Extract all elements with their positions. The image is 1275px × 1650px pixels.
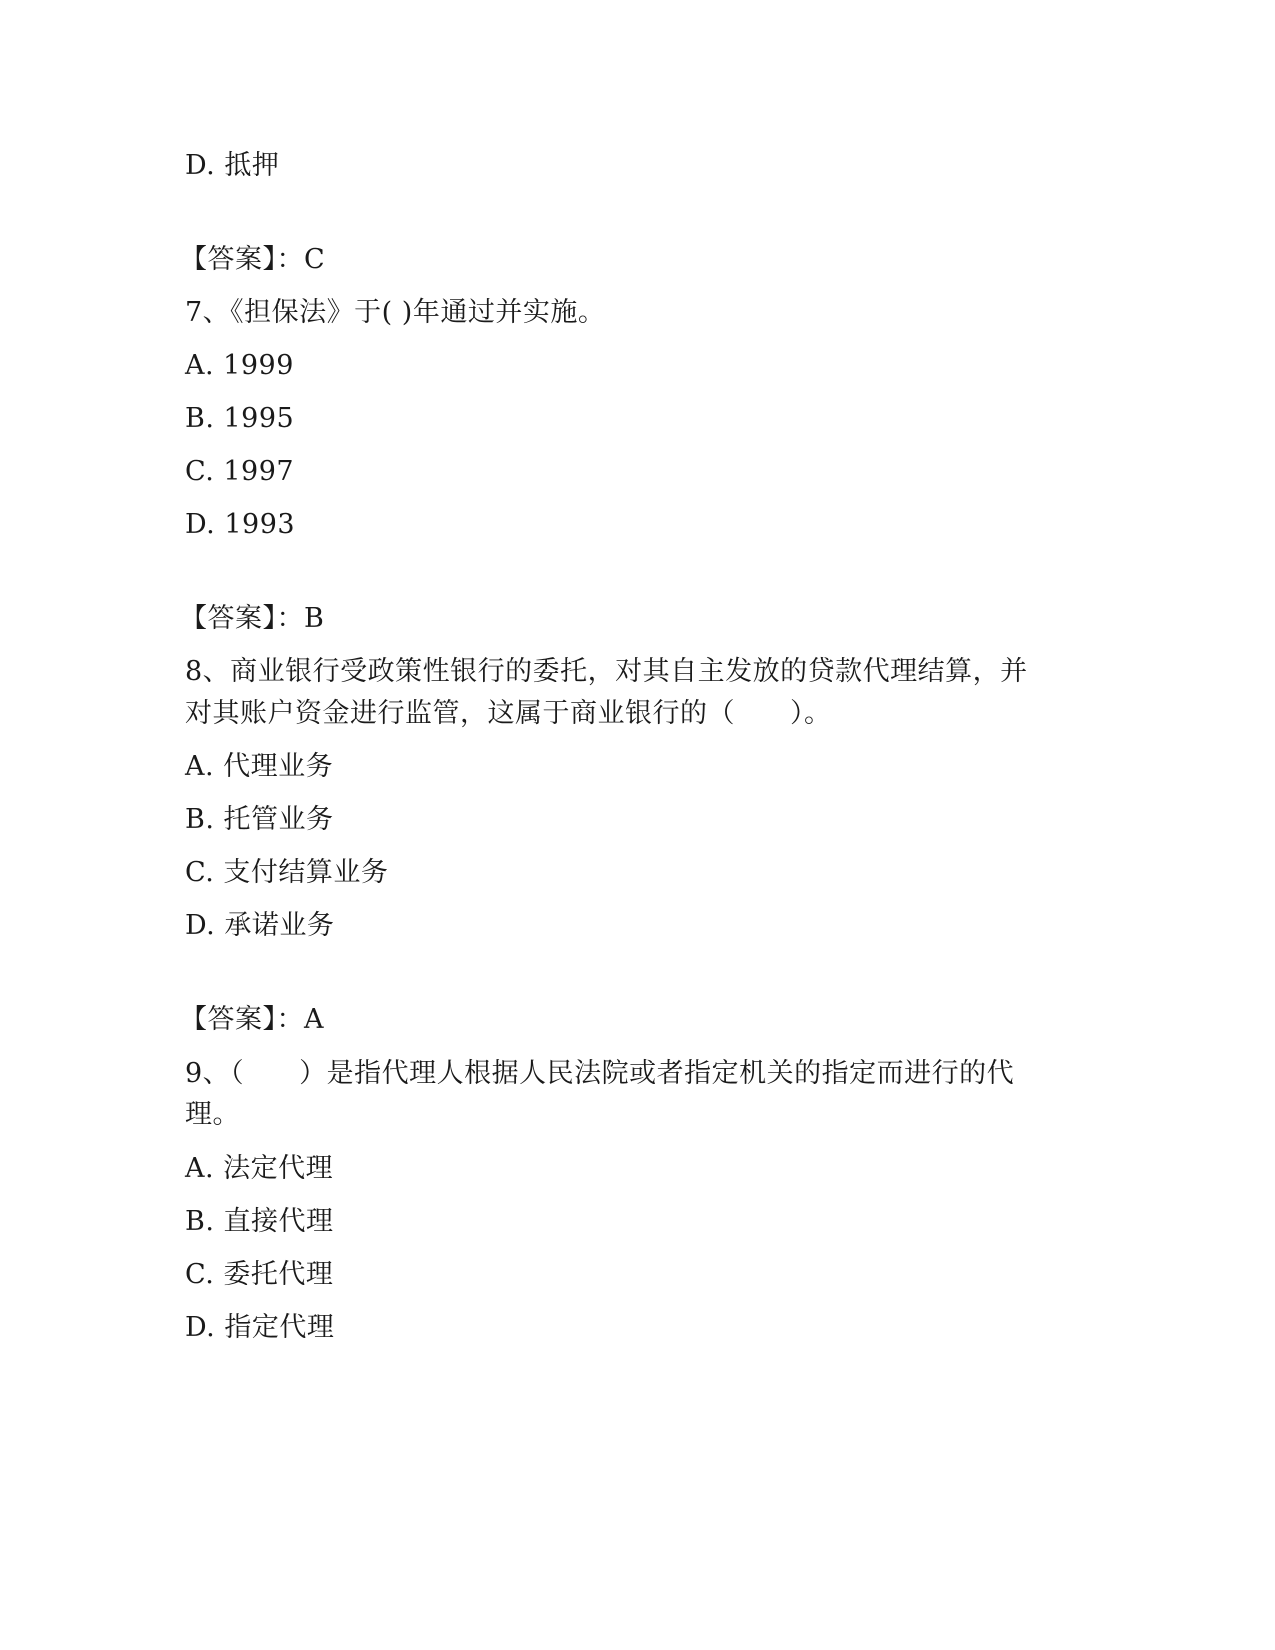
q7-option-d: D. 1993 bbox=[185, 509, 296, 540]
q8-option-a: A. 代理业务 bbox=[185, 751, 334, 782]
q7-option-a: A. 1999 bbox=[185, 350, 294, 381]
q7-option-b: B. 1995 bbox=[185, 403, 295, 434]
q9-stem-line2: 理。 bbox=[185, 1099, 240, 1130]
q9-option-d: D. 指定代理 bbox=[185, 1312, 335, 1343]
prev-option-d: D. 抵押 bbox=[185, 150, 280, 181]
q8-option-c: C. 支付结算业务 bbox=[185, 857, 389, 888]
q8-stem-line2: 对其账户资金进行监管，这属于商业银行的（ ）。 bbox=[185, 698, 832, 729]
q8-answer: 【答案】：A bbox=[180, 1004, 324, 1035]
prev-answer: 【答案】：C bbox=[180, 244, 326, 275]
q8-stem-line1: 8、商业银行受政策性银行的委托，对其自主发放的贷款代理结算，并 bbox=[185, 656, 1028, 687]
q9-stem-line1: 9、（ ）是指代理人根据人民法院或者指定机关的指定而进行的代 bbox=[185, 1058, 1015, 1089]
q9-option-a: A. 法定代理 bbox=[185, 1153, 334, 1184]
q7-stem: 7、《担保法》于( )年通过并实施。 bbox=[185, 297, 606, 328]
q9-option-c: C. 委托代理 bbox=[185, 1259, 334, 1290]
q9-option-b: B. 直接代理 bbox=[185, 1206, 334, 1237]
q7-option-c: C. 1997 bbox=[185, 456, 295, 487]
q8-option-d: D. 承诺业务 bbox=[185, 910, 335, 941]
q7-answer: 【答案】：B bbox=[180, 603, 325, 634]
q8-option-b: B. 托管业务 bbox=[185, 804, 334, 835]
